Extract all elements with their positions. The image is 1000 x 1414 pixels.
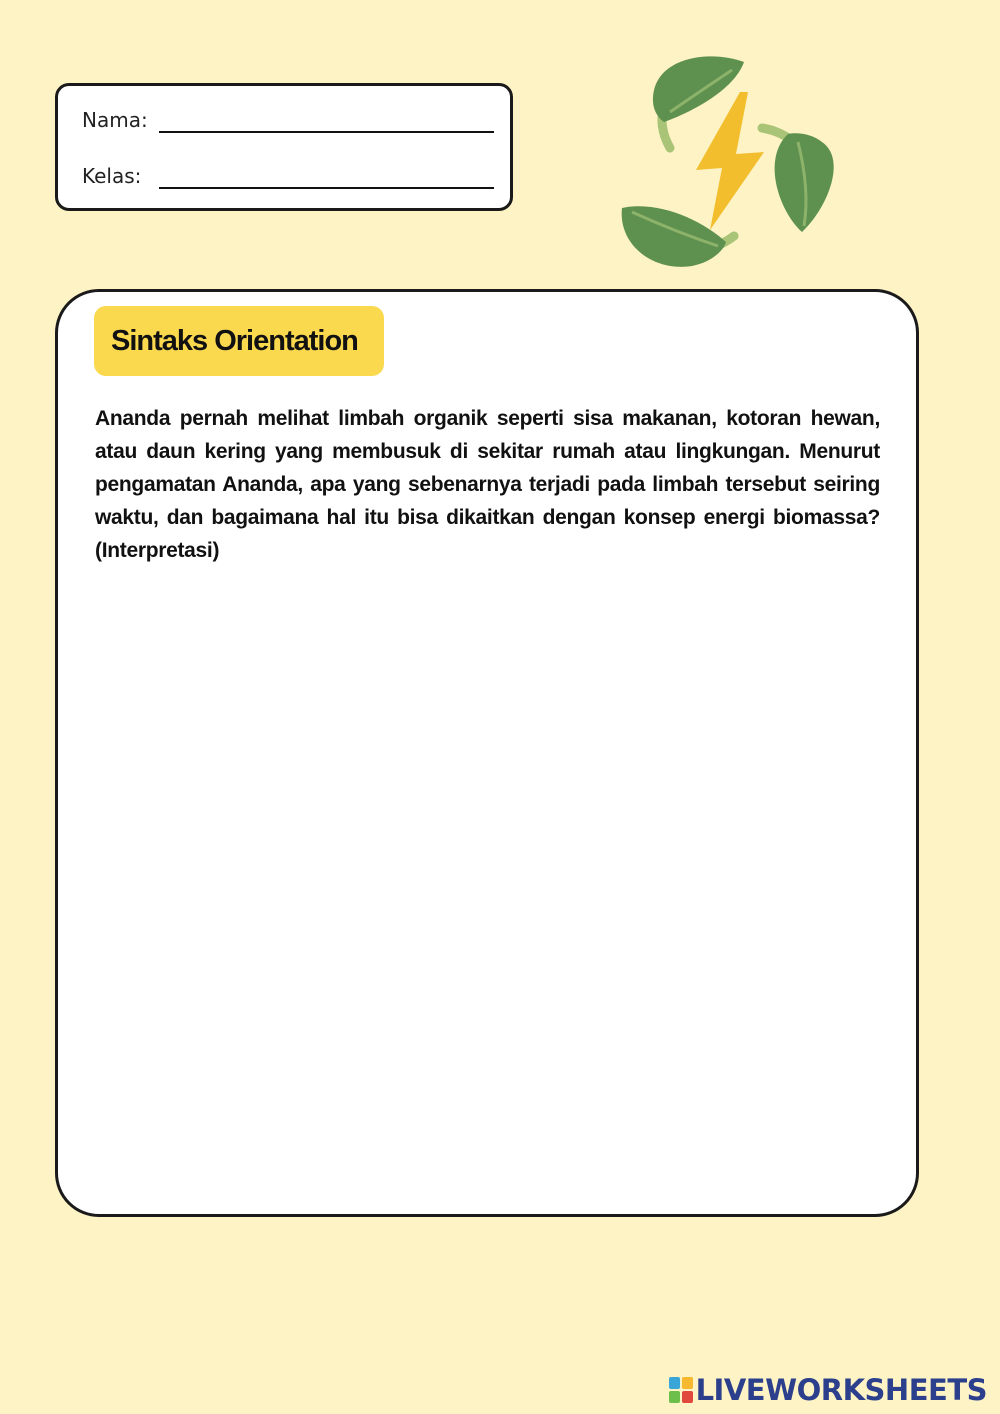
name-row <box>82 104 494 144</box>
name-label: Nama: <box>82 108 148 132</box>
class-label: Kelas: <box>82 164 142 188</box>
question-panel <box>55 289 919 1217</box>
section-tag: Sintaks Orientation <box>94 306 384 376</box>
footer-brand[interactable] <box>669 1372 987 1408</box>
liveworksheets-logo-icon <box>669 1377 693 1403</box>
brand-name: LIVEWORKSHEETS <box>695 1373 987 1407</box>
renewable-energy-icon <box>612 50 848 278</box>
student-info-card <box>55 83 513 211</box>
lightning-bolt <box>696 92 764 230</box>
class-input-line[interactable] <box>159 187 494 189</box>
class-row <box>82 160 494 200</box>
question-text: Ananda pernah melihat limbah organik seperti sisa makanan, kotoran hewan, atau daun kering yang membusuk di sekitar rumah atau lingkungan. Menurut pengamatan Ananda, apa yang sebenarnya terjadi pada limbah tersebut seiring waktu, dan bagaimana hal itu bisa dikaitkan dengan konsep energi biomassa? (Interpretasi) <box>95 407 880 562</box>
name-input-line[interactable] <box>159 131 494 133</box>
